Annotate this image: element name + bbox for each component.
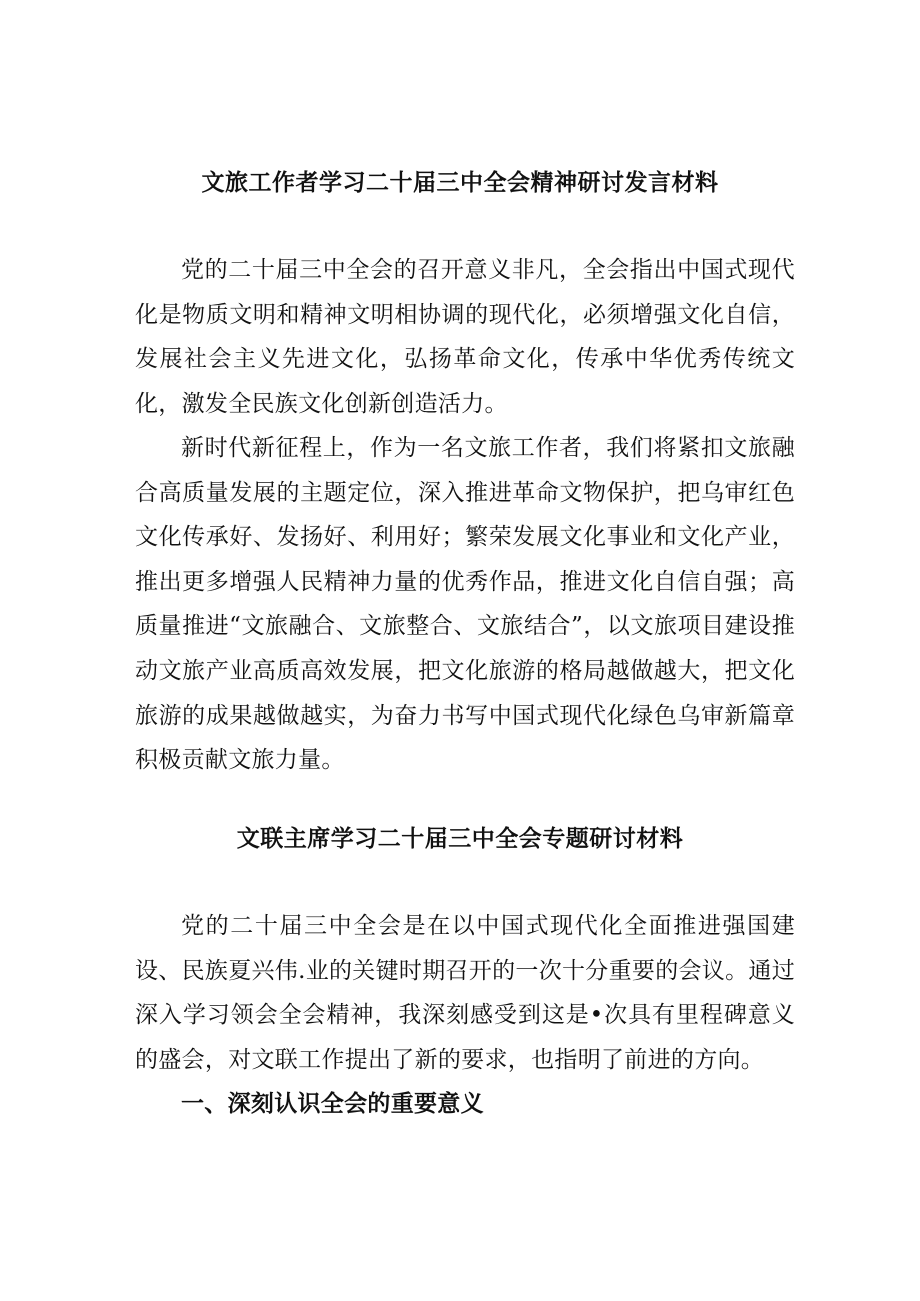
paragraph-3: 党的二十届三中全会是在以中国式现代化全面推进强国建设、民族夏兴伟.业的关键时期召开的一次十分重要的会议。通过深入学习领会全会精神，我深刻感受到这是•次具有里程碑意义的盛会，对文联工作提出了新的要求，也指明了前进的方向。 — [135, 913, 796, 1073]
document-title-2: 文联主席学习二十届三中全会专题研讨材料 — [236, 825, 684, 852]
document-title-1: 文旅工作者学习二十届三中全会精神研讨发言材料 — [201, 169, 719, 196]
section-heading-1: 一、深刻认识全会的重要意义 — [181, 1090, 484, 1117]
paragraph-1: 党的二十届三中全会的召开意义非凡，全会指出中国式现代化是物质文明和精神文明相协调的现代化，必须增强文化自信，发展社会主义先进文化，弘扬革命文化，传承中华优秀传统文化，激发全民族文化创新创造活力。 — [135, 257, 795, 417]
paragraph-2: 新时代新征程上，作为一名文旅工作者，我们将紧扣文旅融合高质量发展的主题定位，深入推进革命文物保护，把乌审红色文化传承好、发扬好、利用好；繁荣发展文化事业和文化产业，推出更多增强人民精神力量的优秀作品，推进文化自信自强；高质量推进“文旅融合、文旅整合、文旅结合”，以文旅项目建设推动文旅产业高质高效发展，把文化旅游的格局越做越大，把文化旅游的成果越做越实，为奋力书写中国式现代化绿色乌审新篇章积极贡献文旅力量。 — [135, 435, 795, 774]
